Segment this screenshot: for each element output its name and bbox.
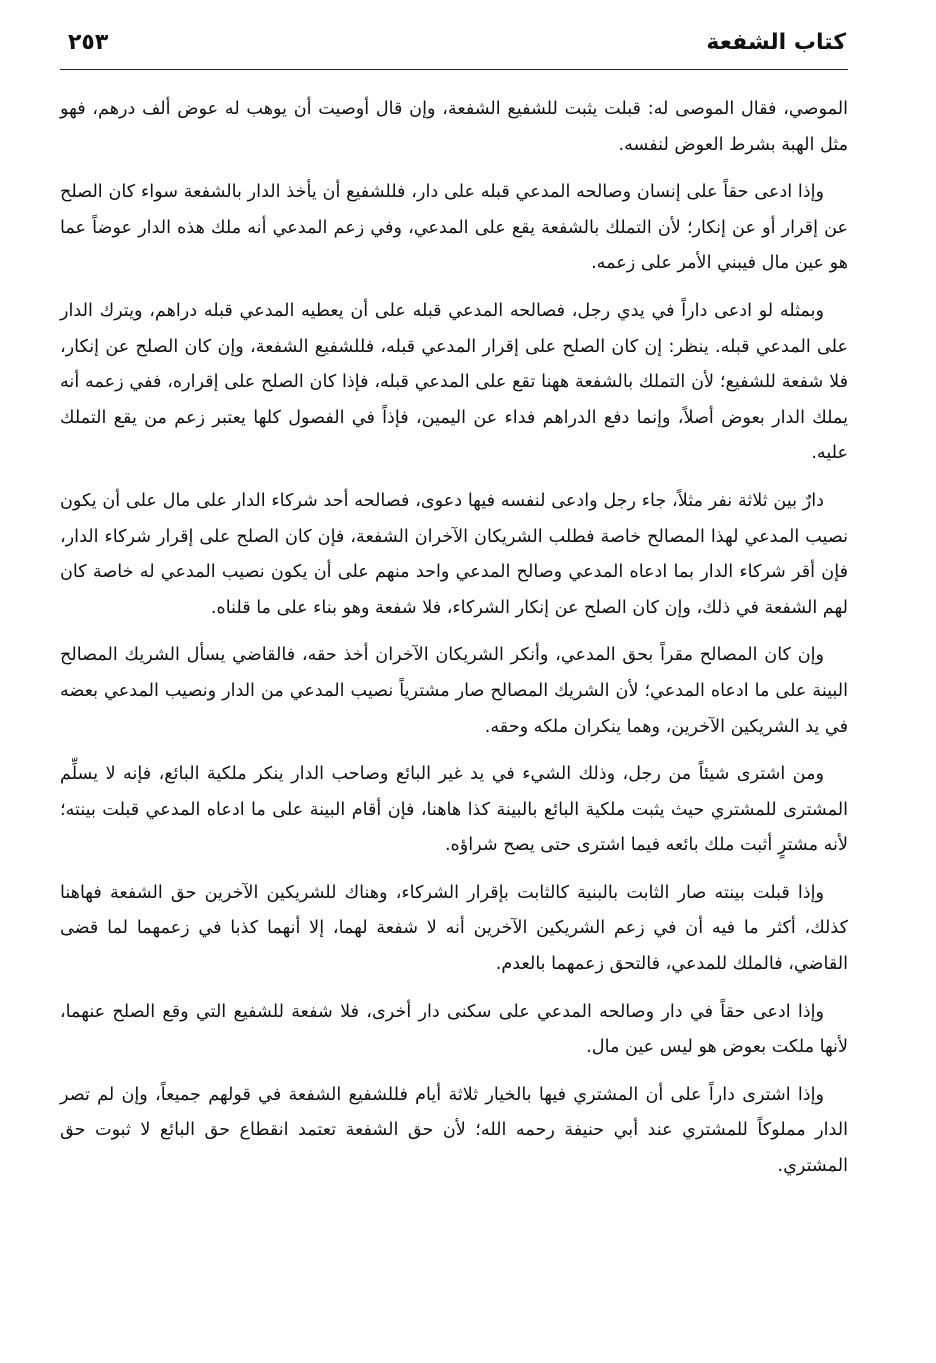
book-page (60, 18, 848, 1348)
paragraph: وإذا ادعى حقاً في دار وصالحه المدعي على سكنى دار أخرى، فلا شفعة للشفيع التي وقع الصلح عنهما، لأنها ملكت بعوض هو ليس عين مال. (60, 1001, 848, 1058)
paragraph: دارٌ بين ثلاثة نفر مثلاً، جاء رجل وادعى لنفسه فيها دعوى، فصالحه أحد شركاء الدار على مال على أن يكون نصيب المدعي لهذا المصالح خاصة فطلب الشريكان الآخران الشفعة، فإن كان الصلح على إقرار شركاء الدار، فإن أقر شركاء الدار بما ادعاه المدعي وصالح المدعي واحد منهم على أن يكون نصيب المدعي له خاصة كان لهم الشفعة في ذلك، وإن كان الصلح عن إنكار الشركاء، فلا شفعة وهو بناء على ما قلناه. (60, 490, 848, 618)
paragraph: ومن اشترى شيئاً من رجل، وذلك الشيء في يد غير البائع وصاحب الدار ينكر ملكية البائع، فإنه لا يسلِّم المشترى للمشتري حيث يثبت ملكية البائع بالبينة كذا هاهنا، فإن أقام البينة على ما ادعاه المدعي قبلت بينته؛ لأنه مشترٍ أثبت ملك بائعه فيما اشترى حتى يصح شراؤه. (60, 764, 848, 856)
paragraph: وإذا ادعى حقاً على إنسان وصالحه المدعي قبله على دار، فللشفيع أن يأخذ الدار بالشفعة سواء كان الصلح عن إقرار أو عن إنكار؛ لأن التملك بالشفعة يقع على المدعي، وفي زعم المدعي أنه ملك هذه الدار عوضاً عما هو عين مال فيبني الأمر على زعمه. (60, 182, 848, 274)
page-body (60, 92, 848, 1197)
page-number: ٢٥٣ (68, 30, 109, 55)
paragraph: وإذا قبلت بينته صار الثابت بالبنية كالثابت بإقرار الشركاء، وهناك للشريكين الآخرين حق الشفعة فهاهنا كذلك، أكثر ما فيه أن في زعم الشريكين الآخرين أنه لا شفعة لهما، إلا أنهما كذبا في زعمهما لما قضى القاضي، فالملك للمدعي، فالتحق زعمهما بالعدم. (60, 882, 848, 975)
paragraph: وإن كان المصالح مقراً بحق المدعي، وأنكر الشريكان الآخران أخذ حقه، فالقاضي يسأل الشريك المصالح البينة على ما ادعاه المدعي؛ لأن الشريك المصالح صار مشترياً نصيب المدعي من الدار ونصيب المدعي بعضه في يد الشريكين الآخرين، وهما ينكران ملكه وحقه. (60, 645, 848, 737)
header-rule (60, 69, 848, 70)
page-header (60, 18, 848, 62)
paragraph: الموصي، فقال الموصى له: قبلت يثبت للشفيع الشفعة، وإن قال أوصيت أن يوهب له عوض ألف درهم، فهو مثل الهبة بشرط العوض لنفسه. (60, 99, 848, 155)
paragraph: وإذا اشترى داراً على أن المشتري فيها بالخيار ثلاثة أيام فللشفيع الشفعة في قولهم جميعاً، وإن لم تصر الدار مملوكاً للمشتري عند أبي حنيفة رحمه الله؛ لأن حق الشفعة تعتمد انقطاع حق البائع لا ثبوت حق المشتري. (60, 1084, 848, 1177)
running-title: كتاب الشفعة (706, 30, 846, 55)
paragraph: وبمثله لو ادعى داراً في يدي رجل، فصالحه المدعي قبله على أن يعطيه المدعي قبله دراهم، ويترك الدار على المدعي قبله. ينظر: إن كان الصلح على إقرار المدعي قبله، فللشفيع الشفعة، وإن كان الصلح عن إنكار، فلا شفعة للشفيع؛ لأن التملك بالشفعة ههنا تقع على المدعي قبله، فإذا كان الصلح على إقراره، ففي زعمه أنه يملك الدار بعوض أصلاً، وإنما دفع الدراهم فداء عن اليمين، فإذاً في الفصول كلها يعتبر زعم من يقع التملك عليه. (60, 300, 848, 464)
